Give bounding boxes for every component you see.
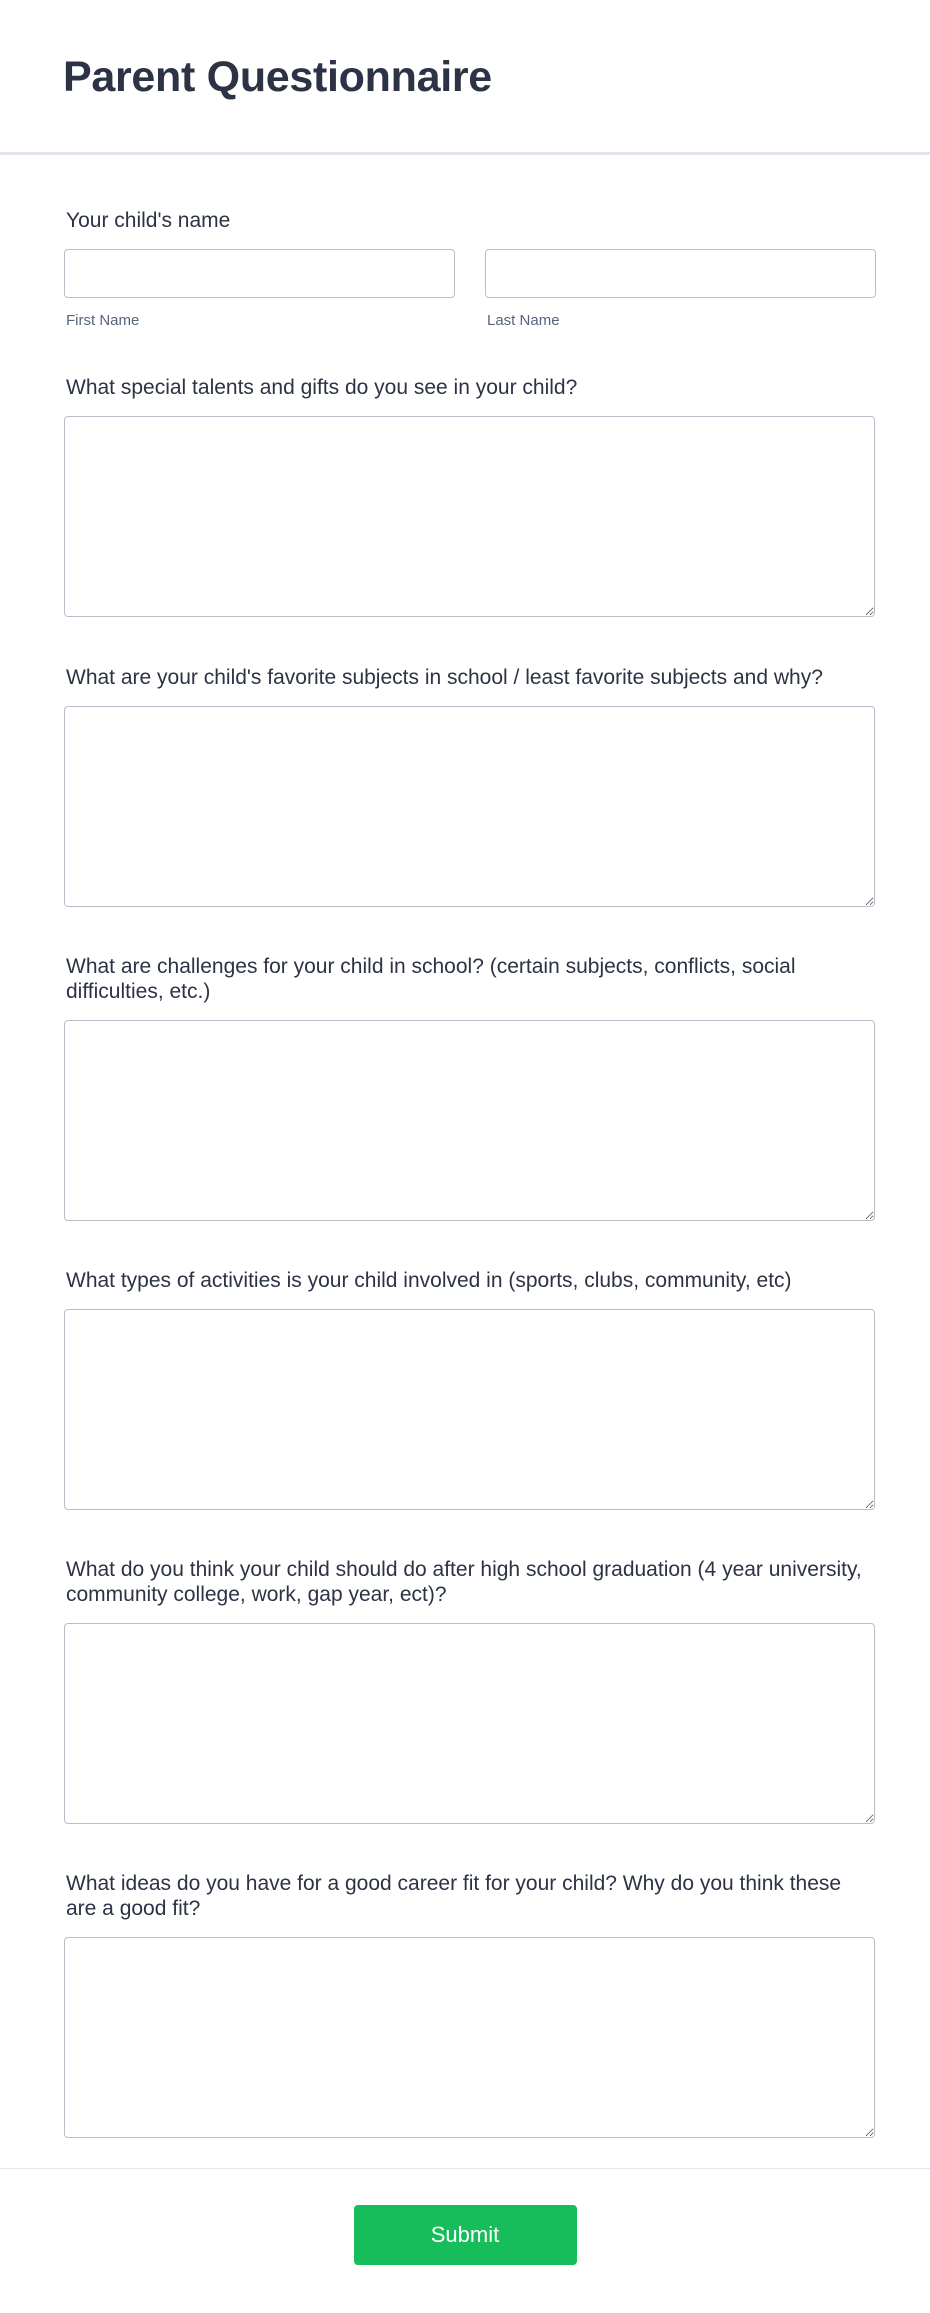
subjects-field bbox=[64, 665, 875, 907]
last-name-column bbox=[485, 249, 876, 330]
last-name-sublabel: Last Name bbox=[487, 312, 560, 329]
activities-field bbox=[64, 1268, 875, 1510]
form-footer bbox=[0, 2168, 930, 2313]
page-title: Parent Questionnaire bbox=[63, 53, 492, 101]
form-header bbox=[0, 0, 930, 155]
talents-textarea-wrap bbox=[64, 416, 875, 617]
child-name-label: Your child's name bbox=[66, 209, 231, 232]
activities-textarea-wrap bbox=[64, 1309, 875, 1510]
career-fit-label: What ideas do you have for a good career fit for your child? Why do you think these are a good fit? bbox=[66, 1872, 842, 1920]
after-graduation-textarea-wrap bbox=[64, 1623, 875, 1824]
after-graduation-field bbox=[64, 1557, 875, 1824]
child-name-field bbox=[64, 208, 875, 330]
career-fit-textarea[interactable] bbox=[64, 1937, 875, 2138]
challenges-textarea[interactable] bbox=[64, 1020, 875, 1221]
talents-textarea[interactable] bbox=[64, 416, 875, 617]
activities-label: What types of activities is your child involved in (sports, clubs, community, etc) bbox=[66, 1269, 792, 1292]
first-name-input[interactable] bbox=[64, 249, 455, 298]
after-graduation-label: What do you think your child should do after high school graduation (4 year university, community college, work, gap year, ect)? bbox=[66, 1558, 862, 1606]
subjects-label: What are your child's favorite subjects in school / least favorite subjects and why? bbox=[66, 666, 823, 689]
name-row bbox=[64, 249, 875, 330]
subjects-textarea-wrap bbox=[64, 706, 875, 907]
talents-field bbox=[64, 375, 875, 617]
challenges-textarea-wrap bbox=[64, 1020, 875, 1221]
subjects-textarea[interactable] bbox=[64, 706, 875, 907]
career-fit-textarea-wrap bbox=[64, 1937, 875, 2138]
first-name-sublabel: First Name bbox=[66, 312, 140, 329]
career-fit-field bbox=[64, 1871, 875, 2138]
activities-textarea[interactable] bbox=[64, 1309, 875, 1510]
challenges-field bbox=[64, 954, 875, 1221]
after-graduation-textarea[interactable] bbox=[64, 1623, 875, 1824]
submit-button[interactable]: Submit bbox=[354, 2205, 577, 2265]
questionnaire-form bbox=[0, 208, 930, 2138]
last-name-input[interactable] bbox=[485, 249, 876, 298]
challenges-label: What are challenges for your child in school? (certain subjects, conflicts, social difficulties, etc.) bbox=[66, 955, 796, 1003]
first-name-column bbox=[64, 249, 455, 330]
talents-label: What special talents and gifts do you see in your child? bbox=[66, 376, 578, 399]
